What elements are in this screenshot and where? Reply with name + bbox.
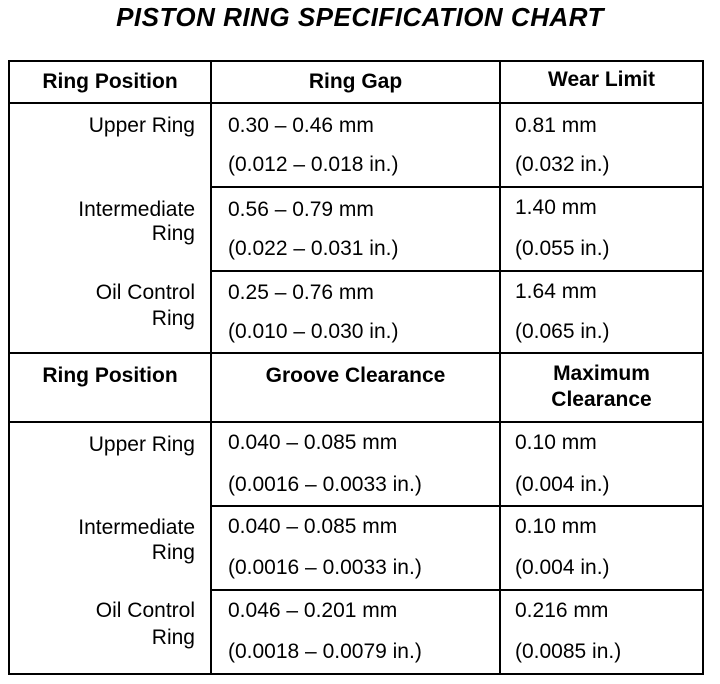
maximum-clearance-mm: 0.10 mm [515,515,597,538]
specification-table [8,60,704,675]
header-maximum-clearance: Clearance [551,388,652,411]
rule-row2-section2 [212,589,702,591]
maximum-clearance-mm: 0.10 mm [515,431,597,454]
maximum-clearance-in: (0.004 in.) [515,473,610,496]
groove-clearance-in: (0.0016 – 0.0033 in.) [228,473,422,496]
rule-below-header-1 [10,102,702,104]
rule-row1-section2 [212,505,702,507]
row-label-upper-ring: Upper Ring [88,433,195,456]
ring-gap-in: (0.012 – 0.018 in.) [228,153,399,176]
page-title: PISTON RING SPECIFICATION CHART [116,2,604,32]
row-label-intermediate: Intermediate [78,516,195,539]
header-ring-position: Ring Position [42,364,178,387]
groove-clearance-mm: 0.040 – 0.085 mm [228,515,398,538]
row-label-intermediate-ring: Ring [151,222,195,245]
row-label-intermediate: Intermediate [78,198,195,221]
ring-gap-mm: 0.30 – 0.46 mm [228,114,374,137]
groove-clearance-mm: 0.040 – 0.085 mm [228,431,398,454]
header-ring-position: Ring Position [42,70,178,93]
wear-limit-in: (0.055 in.) [515,237,610,260]
maximum-clearance-mm: 0.216 mm [515,599,609,622]
groove-clearance-in: (0.0016 – 0.0033 in.) [228,556,422,579]
header-maximum: Maximum [553,362,650,385]
row-label-oil-control-ring: Ring [151,307,195,330]
rule-row1-section1 [212,186,702,188]
ring-gap-in: (0.022 – 0.031 in.) [228,237,399,260]
ring-gap-in: (0.010 – 0.030 in.) [228,320,399,343]
wear-limit-mm: 1.40 mm [515,196,597,219]
row-label-oil-control: Oil Control [95,281,195,304]
header-groove-clearance: Groove Clearance [265,364,446,387]
header-ring-gap: Ring Gap [308,70,403,93]
row-label-intermediate-ring: Ring [151,541,195,564]
maximum-clearance-in: (0.004 in.) [515,556,610,579]
ring-gap-mm: 0.25 – 0.76 mm [228,281,374,304]
wear-limit-mm: 1.64 mm [515,280,597,303]
maximum-clearance-in: (0.0085 in.) [515,640,622,663]
wear-limit-in: (0.032 in.) [515,153,610,176]
rule-row2-section1 [212,270,702,272]
rule-below-header-2 [10,421,702,423]
wear-limit-mm: 0.81 mm [515,114,597,137]
rule-between-sections [10,352,702,354]
row-label-oil-control-ring: Ring [151,626,195,649]
groove-clearance-mm: 0.046 – 0.201 mm [228,599,398,622]
wear-limit-in: (0.065 in.) [515,320,610,343]
groove-clearance-in: (0.0018 – 0.0079 in.) [228,640,422,663]
header-wear-limit: Wear Limit [548,68,655,91]
row-label-oil-control: Oil Control [95,599,195,622]
row-label-upper-ring: Upper Ring [88,114,195,137]
ring-gap-mm: 0.56 – 0.79 mm [228,198,374,221]
